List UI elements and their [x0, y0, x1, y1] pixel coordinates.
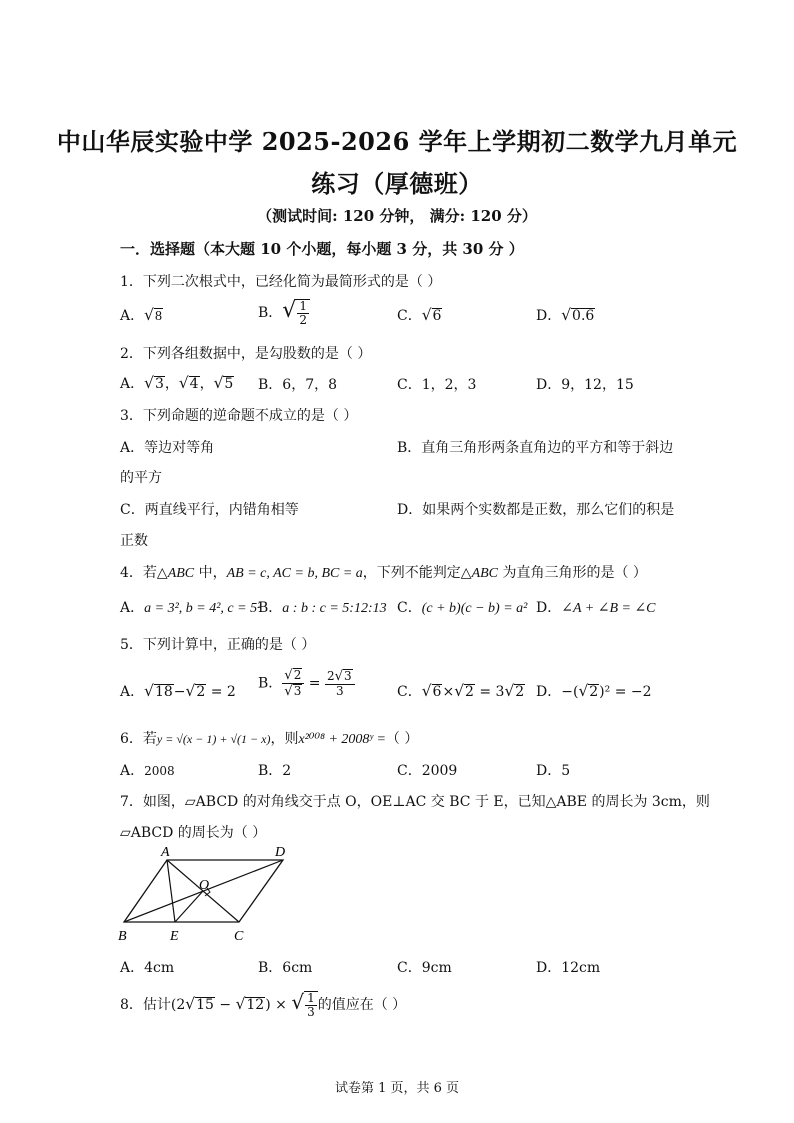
q2-option-b: B．6，7，8 [258, 377, 338, 393]
q5-option-d: D．−(√2)² = −2 [536, 682, 652, 700]
label-o: O [199, 878, 210, 893]
q4-option-b: B．a : b : c = 5:12:13 [258, 600, 387, 616]
q3-option-a: A．等边对等角 [120, 440, 215, 456]
q2-stem: 2．下列各组数据中，是勾股数的是（ ） [120, 346, 372, 362]
q1-option-b: B．√ $\frac{1}{2}$ [258, 298, 310, 326]
segment-ae [167, 860, 175, 922]
q5-option-a: A．√18−√2 = 2 [120, 682, 236, 700]
q1-option-d: D．√0.6 [536, 306, 595, 324]
q3-option-b-continued: 的平方 [120, 470, 162, 486]
q4-option-c: C．(c + b)(c − b) = a² [397, 600, 528, 616]
q2-option-c: C．1，2，3 [397, 377, 477, 393]
q4-stem: 4．若△ABC 中，AB = c, AC = b, BC = a，下列不能判定△ABC 为直角三角形的是（ ） [120, 565, 647, 581]
q3-option-b: B．直角三角形两条直角边的平方和等于斜边 [397, 440, 674, 456]
exam-title-line2: 练习（厚德班） [311, 169, 483, 198]
exam-title-line1: 中山华辰实验中学 2025-2026 学年上学期初二数学九月单元 [56, 127, 738, 156]
page-footer: 试卷第 1 页，共 6 页 [334, 1081, 460, 1096]
section-heading: 一．选择题（本大题 10 个小题，每小题 3 分，共 30 分 ） [120, 240, 524, 258]
label-c: C [234, 929, 244, 944]
q1-option-c: C．√6 [397, 306, 442, 324]
q5-option-c: C．√6×√2 = 3√2 [397, 682, 525, 700]
label-d: D [275, 846, 286, 860]
label-e: E [170, 929, 179, 944]
q4-option-d: D．∠A + ∠B = ∠C [536, 600, 656, 616]
q7-option-a: A．4cm [120, 960, 175, 976]
q7-stem-line1: 7．如图，▱ABCD 的对角线交于点 O，OE⊥AC 交 BC 于 E，已知△ABE 的周长为 3cm，则 [120, 794, 710, 810]
q3-stem: 3．下列命题的逆命题不成立的是（ ） [120, 408, 358, 424]
q6-option-b: B．2 [258, 763, 292, 779]
q2-option-a: A．√3，√4，√5 [120, 374, 234, 392]
segment-oe [175, 891, 203, 922]
q7-option-d: D．12cm [536, 960, 601, 976]
q6-option-c: C．2009 [397, 763, 458, 779]
q3-option-d-continued: 正数 [120, 533, 148, 549]
q6-stem: 6．若y = √(x − 1) + √(1 − x)，则x²⁰⁰⁸ + 2008ʸ =（ ） [120, 731, 419, 747]
q1-stem: 1．下列二次根式中，已经化简为最简形式的是（ ） [120, 274, 442, 290]
q5-option-b: B． $\frac{√2}{√3}$ = $\frac{2√3}{3}$ [258, 668, 355, 699]
q7-option-c: C．9cm [397, 960, 452, 976]
q6-option-a: A．2008 [120, 763, 175, 779]
label-a: A [161, 846, 170, 860]
q7-parallelogram-figure [115, 846, 295, 946]
q8-stem: 8．估计(2√15 − √12) × √ $\frac{1}{3}$ 的值应在（ ） [120, 990, 407, 1019]
label-b: B [118, 929, 127, 944]
q3-option-d: D．如果两个实数都是正数，那么它们的积是 [397, 502, 675, 518]
q1-option-a: A．√8 [120, 306, 162, 324]
exam-subtitle: （测试时间: 120 分钟， 满分: 120 分） [257, 207, 537, 225]
q6-option-d: D．5 [536, 763, 571, 779]
q2-option-d: D．9，12，15 [536, 377, 634, 393]
q5-stem: 5．下列计算中，正确的是（ ） [120, 637, 316, 653]
q4-option-a: A．a = 3², b = 4², c = 5² [120, 600, 262, 616]
q3-option-c: C．两直线平行，内错角相等 [120, 502, 299, 518]
q7-option-b: B．6cm [258, 960, 313, 976]
q7-stem-line2: ▱ABCD 的周长为（ ） [120, 825, 267, 841]
